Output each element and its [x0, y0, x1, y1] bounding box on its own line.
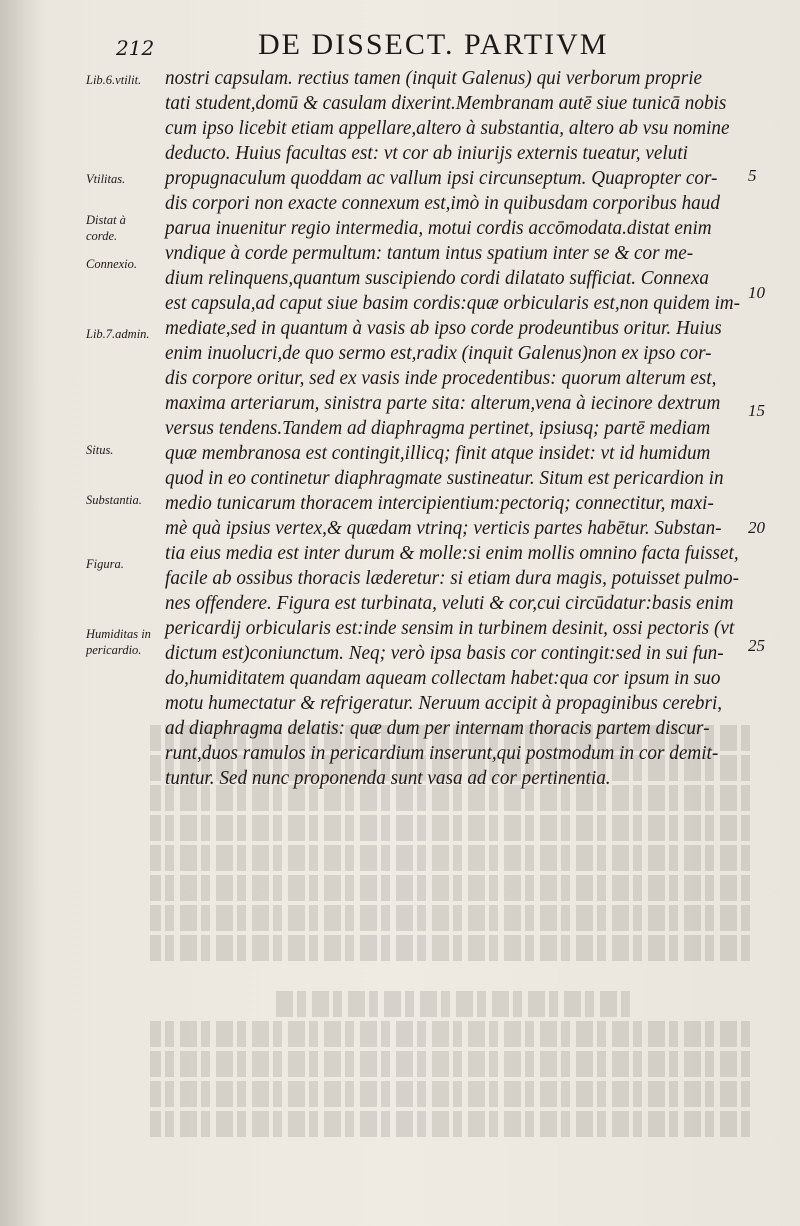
- text-line: parua inuenitur regio intermedia, motui cordis accōmodata.distat enim: [165, 218, 712, 239]
- show-through-line: [150, 1051, 750, 1077]
- text-line: ad diaphragma delatis: quæ dum per internam thoracis partem discur-: [165, 718, 710, 739]
- show-through-line: [150, 875, 750, 901]
- show-through-line: [150, 1081, 750, 1107]
- margin-note: Lib.6.vtilit.: [86, 73, 142, 87]
- line-number: 25: [748, 636, 765, 655]
- body-text: [165, 66, 765, 791]
- text-line: nes offendere. Figura est turbinata, veluti & cor,cui circūdatur:basis enim: [165, 593, 734, 614]
- gutter-shadow: [0, 0, 40, 1226]
- margin-note: Lib.7.admin.: [86, 327, 150, 341]
- margin-note: Vtilitas.: [86, 172, 126, 186]
- text-line: mediate,sed in quantum à vasis ab ipso corde prodeuntibus oritur. Huius: [165, 318, 722, 339]
- text-line: dictum est)coniunctum. Neq; verò ipsa basis cor contingit:sed in sui fun-: [165, 643, 724, 664]
- show-through-line: [150, 815, 750, 841]
- text-line: facile ab ossibus thoracis læderetur: si etiam dura magis, potuisset pulmo-: [165, 568, 740, 589]
- text-line: propugnaculum quoddam ac vallum ipsi circunseptum. Quapropter cor-: [165, 168, 718, 189]
- text-line: tuntur. Sed nunc proponenda sunt vasa ad cor pertinentia.: [165, 768, 611, 789]
- text-line: versus tendens.Tandem ad diaphragma pertinet, ipsiusq; partē mediam: [165, 418, 711, 439]
- show-through-line: [150, 905, 750, 931]
- text-line: maxima arteriarum, sinistra parte sita: alterum,vena à iecinore dextrum: [165, 393, 721, 414]
- line-number: 10: [748, 283, 765, 302]
- text-line: dis corpori non exacte connexum est,imò in quibusdam corporibus haud: [165, 193, 720, 214]
- text-line: enim inuolucri,de quo sermo est,radix (inquit Galenus)non ex ipso cor-: [165, 343, 712, 364]
- running-head: [0, 22, 800, 68]
- margin-note: Situs.: [86, 443, 114, 457]
- text-line: tati student,domū & casulam dixerint.Membranam autē siue tunicā nobis: [165, 93, 727, 114]
- text-line: dis corpore oritur, sed ex vasis inde procedentibus: quorum alterum est,: [165, 368, 717, 389]
- text-line: do,humiditatem quandam aqueam collectam habet:qua cor ipsum in suo: [165, 668, 721, 689]
- margin-note: Figura.: [86, 557, 124, 571]
- show-through-line: [270, 991, 630, 1017]
- page-title: DE DISSECT. PARTIVM: [258, 28, 609, 61]
- text-line: cum ipso licebit etiam appellare,altero à substantia, altero ab vsu nomine: [165, 118, 730, 139]
- show-through-line: [150, 845, 750, 871]
- show-through-line: [150, 1021, 750, 1047]
- line-number: 20: [748, 518, 765, 537]
- text-line: est capsula,ad caput siue basim cordis:quæ orbicularis est,non quidem im-: [165, 293, 741, 314]
- margin-note: Substantia.: [86, 493, 142, 507]
- show-through-line: [150, 935, 750, 961]
- show-through-line: [150, 1111, 750, 1137]
- text-line: medio tunicarum thoracem intercipientium:pectoriq; connectitur, maxi-: [165, 493, 714, 514]
- text-line: dium relinquens,quantum suscipiendo cordi dilatato sufficiat. Connexa: [165, 268, 709, 289]
- margin-note: Distat à corde.: [86, 213, 126, 243]
- line-number: 5: [748, 166, 757, 185]
- line-number: 15: [748, 401, 765, 420]
- text-line: quod in eo continetur diaphragmate sustineatur. Situm est pericardion in: [165, 468, 724, 489]
- text-line: motu humectatur & refrigeratur. Neruum accipit à propaginibus cerebri,: [165, 693, 723, 714]
- text-line: runt,duos ramulos in pericardium inserunt,qui postmodum in cor demit-: [165, 743, 719, 764]
- text-line: tia eius media est inter durum & molle:si enim mollis omnino facta fuisset,: [165, 543, 739, 564]
- margin-note: Connexio.: [86, 257, 138, 271]
- text-line: deducto. Huius facultas est: vt cor ab iniurijs externis tueatur, veluti: [165, 143, 688, 164]
- page-number: 212: [116, 36, 155, 60]
- text-line: vndique à corde permultum: tantum intus spatium inter se & cor me-: [165, 243, 694, 264]
- text-line: quæ membranosa est contingit,illicq; finit atque insidet: vt id humidum: [165, 443, 711, 464]
- text-line: nostri capsulam. rectius tamen (inquit Galenus) qui verborum proprie: [165, 68, 703, 89]
- text-line: mè quà ipsius vertex,& quædam vtrinq; verticis partes habētur. Substan-: [165, 518, 722, 539]
- text-line: pericardij orbicularis est:inde sensim in turbinem desinit, ossi pectoris (vt: [165, 618, 735, 639]
- margin-note: Humiditas in pericardio.: [86, 627, 151, 657]
